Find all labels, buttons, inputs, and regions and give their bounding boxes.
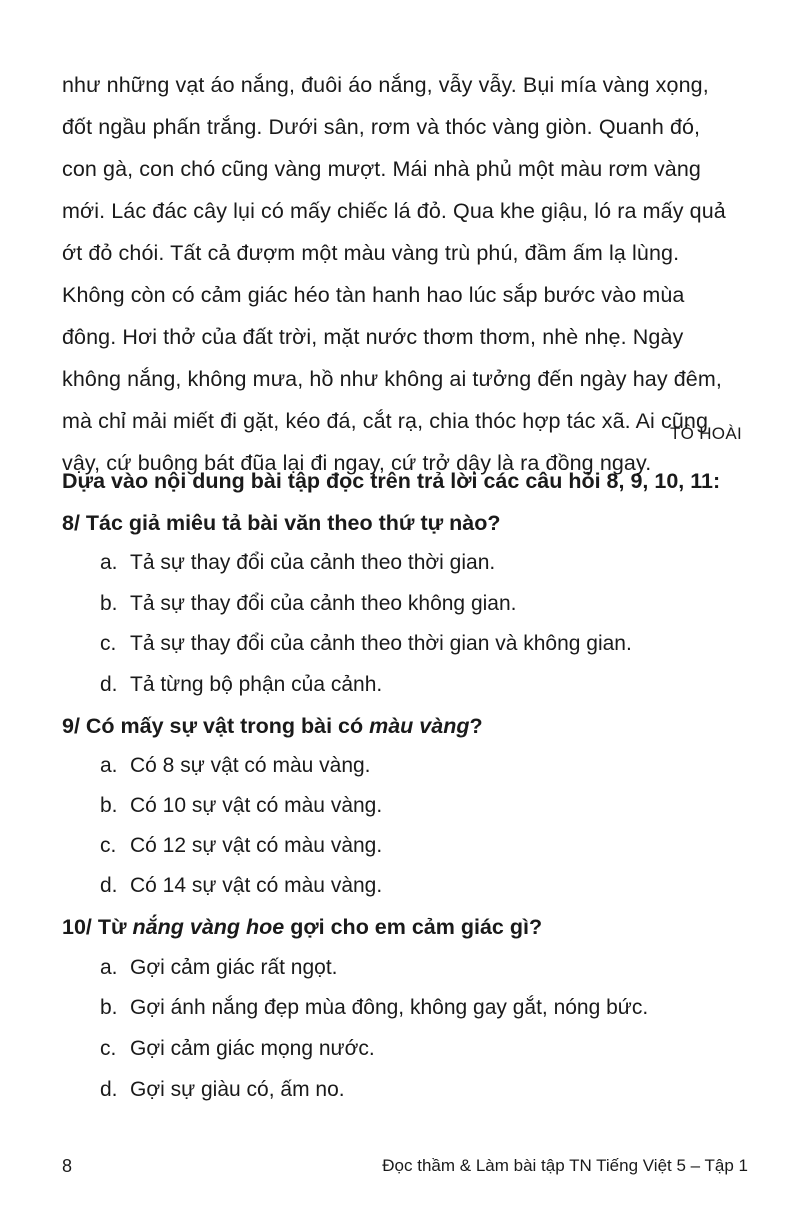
option-text: Có 12 sự vật có màu vàng. xyxy=(130,834,383,857)
option-letter: a. xyxy=(100,551,118,574)
option-letter: b. xyxy=(100,794,118,817)
question-8-option-c xyxy=(100,629,632,659)
option-letter: c. xyxy=(100,632,117,655)
instruction-heading: Dựa vào nội dung bài tập đọc trên trả lời các câu hỏi 8, 9, 10, 11: xyxy=(62,469,721,493)
question-10-title xyxy=(62,912,542,942)
question-9-option-d xyxy=(100,871,382,901)
option-text: Tả từng bộ phận của cảnh. xyxy=(130,673,383,696)
option-letter: b. xyxy=(100,592,118,615)
option-text: Gợi cảm giác rất ngọt. xyxy=(130,956,338,979)
question-10-option-a xyxy=(100,953,338,983)
passage-author: TÔ HOÀI xyxy=(670,424,742,443)
question-9-title xyxy=(62,711,483,741)
question-text: 10/ Từ xyxy=(62,915,133,939)
question-10-option-c xyxy=(100,1034,375,1064)
question-8-option-b xyxy=(100,589,516,619)
option-text: Có 10 sự vật có màu vàng. xyxy=(130,794,383,817)
passage-line: như những vạt áo nắng, đuôi áo nắng, vẫy vẫy. Bụi mía vàng xọng, xyxy=(62,73,709,97)
book-title-footer: Đọc thầm & Làm bài tập TN Tiếng Việt 5 – Tập 1 xyxy=(382,1156,748,1175)
question-9-option-b xyxy=(100,791,382,821)
option-text: Gợi ánh nắng đẹp mùa đông, không gay gắt, nóng bức. xyxy=(130,996,649,1019)
option-text: Gợi sự giàu có, ấm no. xyxy=(130,1078,345,1101)
question-text: 9/ Có mấy sự vật trong bài có xyxy=(62,714,370,738)
option-letter: b. xyxy=(100,996,118,1019)
option-letter: d. xyxy=(100,673,118,696)
passage-line: con gà, con chó cũng vàng mượt. Mái nhà phủ một màu rơm vàng xyxy=(62,157,701,181)
passage-line: đốt ngầu phấn trắng. Dưới sân, rơm và thóc vàng giòn. Quanh đó, xyxy=(62,115,701,139)
option-letter: a. xyxy=(100,956,118,979)
option-text: Gợi cảm giác mọng nước. xyxy=(130,1037,375,1060)
option-letter: d. xyxy=(100,1078,118,1101)
question-10-option-b xyxy=(100,993,648,1023)
option-letter: d. xyxy=(100,874,118,897)
passage-line: vậy, cứ buông bát đũa lại đi ngay, cứ trở dậy là ra đồng ngay. xyxy=(62,451,652,475)
option-text: Tả sự thay đổi của cảnh theo thời gian. xyxy=(130,551,496,574)
question-8-option-d xyxy=(100,670,382,700)
option-text: Có 8 sự vật có màu vàng. xyxy=(130,754,371,777)
question-text-end: gợi cho em cảm giác gì? xyxy=(284,915,543,939)
question-8-title xyxy=(62,508,501,538)
passage-line: mà chỉ mải miết đi gặt, kéo đá, cắt rạ, chia thóc hợp tác xã. Ai cũng xyxy=(62,409,709,433)
question-text: 8/ Tác giả miêu tả bài văn theo thứ tự nào? xyxy=(62,511,501,535)
question-emphasis: màu vàng xyxy=(369,714,470,738)
option-letter: c. xyxy=(100,1037,117,1060)
passage-line: Không còn có cảm giác héo tàn hanh hao lúc sắp bước vào mùa xyxy=(62,283,685,307)
question-emphasis: nắng vàng hoe xyxy=(132,915,285,939)
option-text: Có 14 sự vật có màu vàng. xyxy=(130,874,383,897)
option-text: Tả sự thay đổi của cảnh theo thời gian và không gian. xyxy=(130,632,632,655)
option-text: Tả sự thay đổi của cảnh theo không gian. xyxy=(130,592,517,615)
passage-line: ớt đỏ chói. Tất cả đượm một màu vàng trù phú, đầm ấm lạ lùng. xyxy=(62,241,680,265)
option-letter: c. xyxy=(100,834,117,857)
passage-line: mới. Lác đác cây lụi có mấy chiếc lá đỏ. Qua khe giậu, ló ra mấy quả xyxy=(62,199,726,223)
question-8-option-a xyxy=(100,548,495,578)
question-9-option-c xyxy=(100,831,382,861)
passage-line: đông. Hơi thở của đất trời, mặt nước thơm thơm, nhè nhẹ. Ngày xyxy=(62,325,684,349)
option-letter: a. xyxy=(100,754,118,777)
reading-passage xyxy=(62,64,752,484)
question-9-option-a xyxy=(100,751,371,781)
passage-line: không nắng, không mưa, hồ như không ai tưởng đến ngày hay đêm, xyxy=(62,367,722,391)
page-number: 8 xyxy=(62,1156,73,1176)
question-text-end: ? xyxy=(469,714,483,738)
question-10-option-d xyxy=(100,1075,345,1105)
